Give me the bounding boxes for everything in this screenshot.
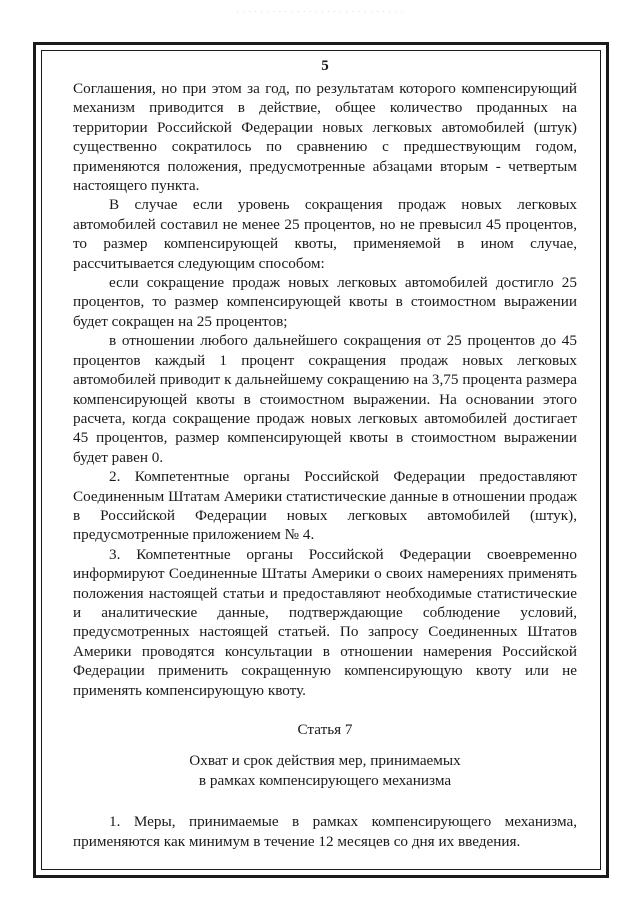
article-subtitle-line-1: Охват и срок действия мер, принимаемых [189,752,461,770]
article-title: Статья 7 [297,721,353,738]
paragraph-item-2: 2. Компетентные органы Российской Федерации предоставляют Соединенным Штатам Америки статистические данные в отношении продаж в Российской Федерации новых легковых автомобилей (штук), предусмотренные приложением № 4. [73,468,577,544]
paragraph-article7-item-1: 1. Меры, принимаемые в рамках компенсирующего механизма, применяются как минимум в течение 12 месяцев со дня их введения. [73,813,577,850]
paragraph-item-3: 3. Компетентные органы Российской Федерации своевременно информируют Соединенные Штаты Америки о своих намерениях применять положения настоящей статьи и предоставляют необходимые статистические и аналитические данные, подтверждающие соблюдение условий, предусмотренных настоящей статьей. По запросу Соединенных Штатов Америки проводятся консультации в отношении намерения Российской Федерации применить сокращенную компенсирующую квоту или не применять компенсирующую квоту. [73,545,577,699]
section-spacer [73,790,577,812]
article-subtitle [73,751,577,790]
paragraph-further-reduction: в отношении любого дальнейшего сокращения от 25 процентов до 45 процентов каждый 1 процент сокращения продаж новых легковых автомобилей приводит к дальнейшему сокращению на 3,75 процента размера компенсирующей квоты в стоимостном выражении. На основании этого расчета, когда сокращение продаж новых легковых автомобилей достигает 45 процентов, размер компенсирующей квоты в стоимостном выражении будет равен 0. [73,332,577,466]
article-subtitle-line-2: в рамках компенсирующего механизма [198,771,452,789]
page-number: 5 [321,58,329,74]
paragraph-continuation: Соглашения, но при этом за год, по результатам которого компенсирующий механизм приводится в действие, общее количество проданных на территории Российской Федерации новых легковых автомобилей (штук) существенно сократилось по сравнению с предшествующим годом, применяются положения, предусмотренные абзацами вторым - четвертым настоящего пункта. [73,80,577,195]
document-body [73,57,577,851]
scan-header-noise: · · · · · · · · · · · · · · · · · · · · · · · · · · · · [236,8,404,16]
paragraph-reduction-case: В случае если уровень сокращения продаж новых легковых автомобилей составил не менее 25 процентов, но не превысил 45 процентов, то размер компенсирующей квоты, применяемой в ином случае, рассчитывается следующим способом: [73,196,577,272]
paragraph-25-percent: если сокращение продаж новых легковых автомобилей достигло 25 процентов, то размер компенсирующей квоты в стоимостном выражении будет сокращен на 25 процентов; [73,274,577,330]
